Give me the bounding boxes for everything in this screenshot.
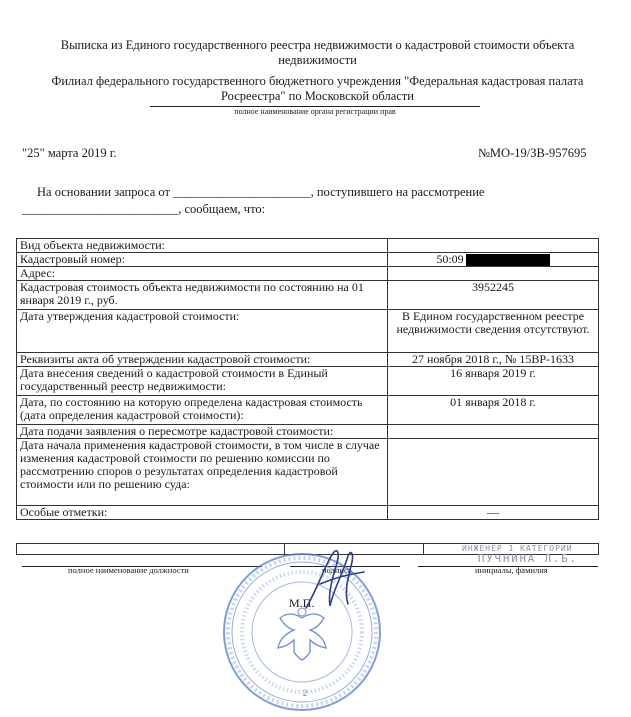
- issuing-organization: Филиал федерального государственного бюджетного учреждения "Федеральная кадастровая палата Росреестра" по Московской области: [51, 74, 584, 103]
- row-value: [388, 439, 599, 506]
- cadastral-number-cell: [388, 253, 599, 267]
- basis-line-2: _________________________, сообщаем, что:: [22, 202, 266, 216]
- cadastral-number: 50:09: [436, 252, 464, 266]
- table-row: [17, 239, 599, 253]
- table-row: [17, 367, 599, 396]
- redaction-bar: [466, 254, 550, 266]
- table-row: [17, 396, 599, 425]
- inspector-name: ПУЧНИНА Л.Б.: [478, 553, 578, 565]
- row-label: Адрес:: [17, 267, 388, 281]
- row-value: 16 января 2019 г.: [388, 367, 599, 396]
- document-title: Выписка из Единого государственного реестра недвижимости о кадастровой стоимости объекта недвижимости: [60, 38, 575, 67]
- table-row: [17, 506, 599, 520]
- table-row: [17, 253, 599, 267]
- table-row: [17, 353, 599, 367]
- table-row: [17, 310, 599, 353]
- row-value: 27 ноября 2018 г., № 15ВР-1633: [388, 353, 599, 367]
- issue-date: "25" марта 2019 г.: [22, 146, 117, 160]
- handwritten-signature-icon: [300, 548, 370, 616]
- stamp-label: М.П.: [289, 596, 315, 610]
- row-value: [388, 267, 599, 281]
- document-number: №МО-19/ЗВ-957695: [478, 146, 587, 160]
- stamp-number: 2: [302, 688, 308, 698]
- row-label: Дата внесения сведений о кадастровой стоимости в Единый государственный реестр недвижимости:: [17, 367, 388, 396]
- org-caption: полное наименование органа регистрации прав: [234, 107, 396, 116]
- inspector-title: ИНЖЕНЕР 1 КАТЕГОРИИ: [462, 544, 573, 553]
- table-row: [17, 425, 599, 439]
- basis-line-1: На основании запроса от ______________________, поступившего на рассмотрение: [37, 185, 485, 199]
- row-label: Вид объекта недвижимости:: [17, 239, 388, 253]
- table-row: [17, 281, 599, 310]
- table-row: [17, 267, 599, 281]
- name-caption: инициалы, фамилия: [475, 565, 548, 575]
- row-label: Дата начала применения кадастровой стоимости, в том числе в случае изменения кадастровой стоимости по решению комиссии по рассмотрению споров о результатах определения кадастровой стоимости или по решению суда:: [17, 439, 388, 506]
- row-label: Реквизиты акта об утверждении кадастровой стоимости:: [17, 353, 388, 367]
- table-row: [17, 439, 599, 506]
- cadastral-table: [16, 238, 599, 520]
- cadastral-value: 3952245: [388, 281, 599, 310]
- row-label: Дата подачи заявления о пересмотре кадастровой стоимости:: [17, 425, 388, 439]
- row-label: Особые отметки:: [17, 506, 388, 520]
- row-value: —: [388, 506, 599, 520]
- row-label: Кадастровый номер:: [17, 253, 388, 267]
- row-value: 01 января 2018 г.: [388, 396, 599, 425]
- position-caption: полное наименование должности: [68, 565, 189, 575]
- signature-caption: подпись: [322, 565, 352, 575]
- row-label: Дата утверждения кадастровой стоимости:: [17, 310, 388, 353]
- row-value: В Едином государственном реестре недвижимости сведения отсутствуют.: [388, 310, 599, 353]
- row-label: Кадастровая стоимость объекта недвижимости по состоянию на 01 января 2019 г., руб.: [17, 281, 388, 310]
- row-value: [388, 239, 599, 253]
- row-label: Дата, по состоянию на которую определена кадастровая стоимость (дата определения кадастровой стоимости):: [17, 396, 388, 425]
- row-value: [388, 425, 599, 439]
